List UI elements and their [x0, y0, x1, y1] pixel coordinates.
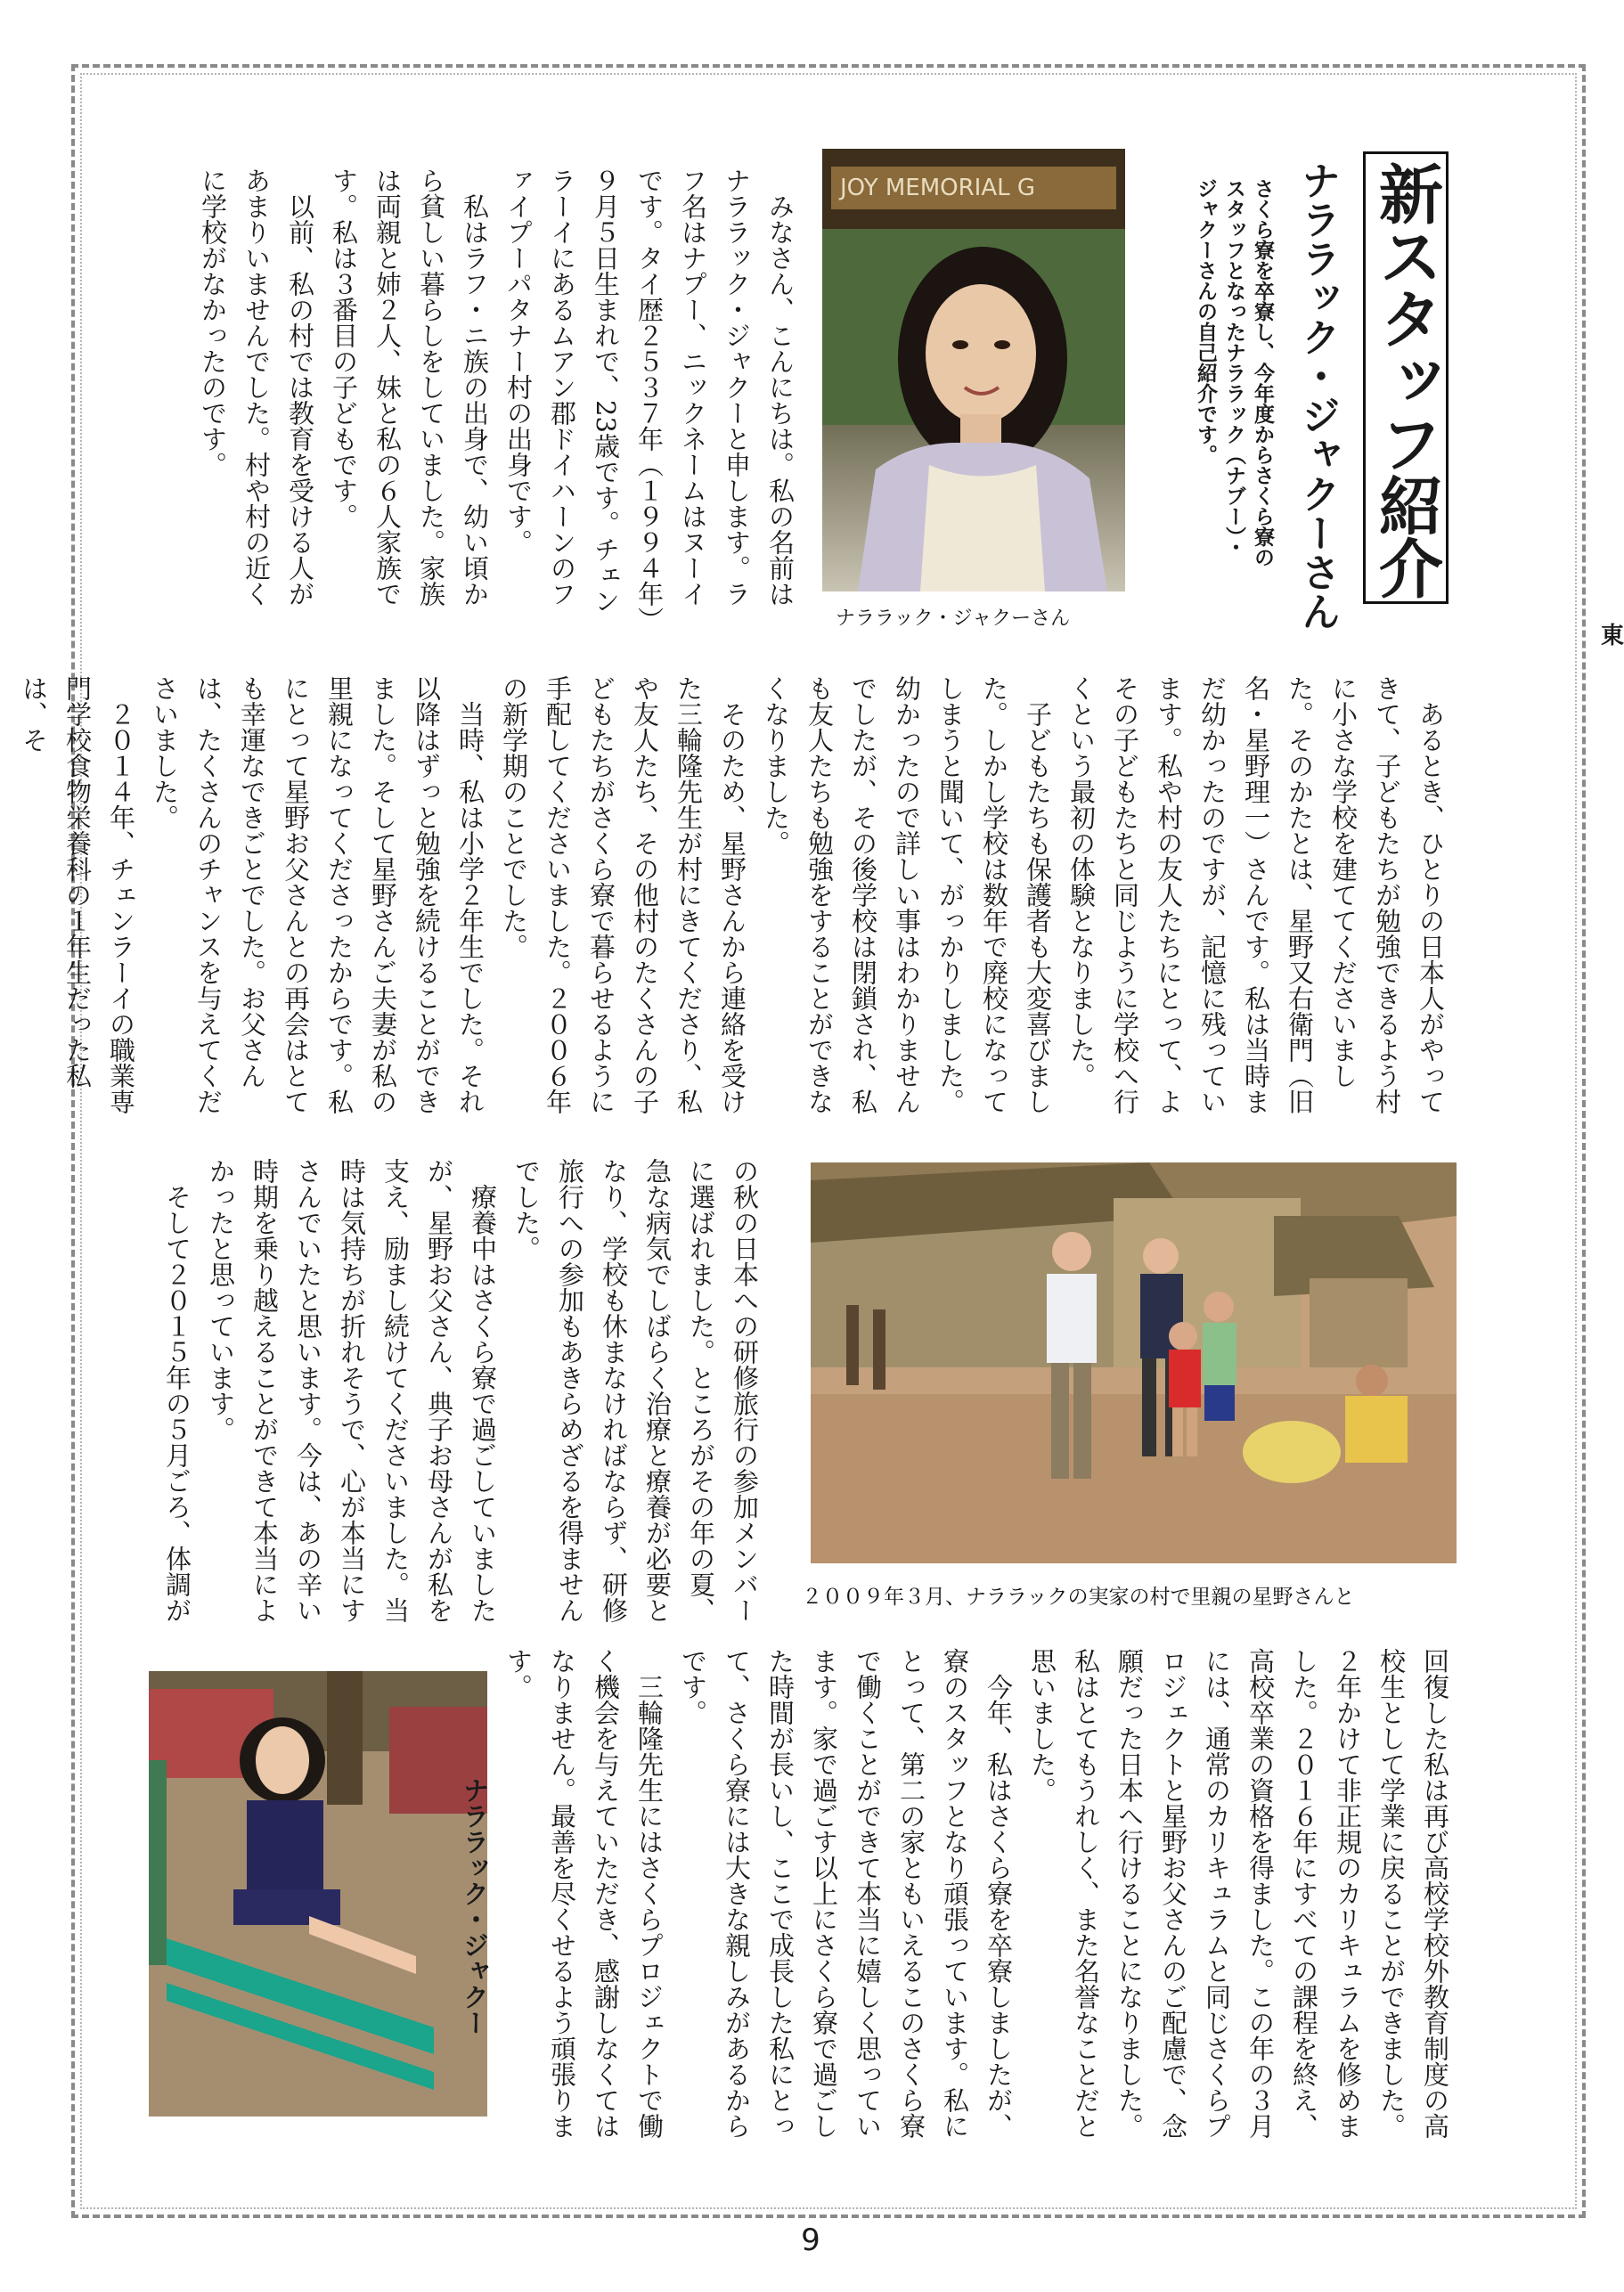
- edge-character: 東: [1601, 623, 1624, 649]
- portrait-photo: [822, 149, 1125, 591]
- text-column-1: [178, 167, 802, 631]
- sign-text: JOY MEMORIAL G: [840, 175, 1036, 201]
- text-column-3: [162, 1158, 766, 1639]
- portrait-caption: ナララック・ジャクーさん: [836, 608, 1071, 630]
- village-illustration: [811, 1162, 1457, 1563]
- paragraph: ２０１４年、チェンラーイの職業専門学校食物栄養科の１年生だった私は、そ: [19, 675, 136, 1114]
- paragraph: 三輪隆先生にはさくらプロジェクトで働く機会を与えていただき、感謝しなくてはなりません。最善を尽くせるよう頑張ります。: [503, 1648, 665, 2139]
- author-signature: ナララック・ジャクー: [460, 1777, 490, 2035]
- paragraph: そのため、星野さんから連絡を受けた三輪隆先生が村にきてくださり、私や友人たち、その他村のたくさんの子どもたちがさくら寮で暮らせるように手配してくださいました。２００６年の新学期のことでした。: [499, 675, 747, 1114]
- staff-photo: [149, 1671, 487, 2117]
- paragraph: そして２０１５年の５月ごろ、体調が: [162, 1184, 192, 1623]
- paragraph: の秋の日本への研修旅行の参加メンバーに選ばれました。ところがその年の夏、急な病気でしばらく治療と療養が必要となり、学校も休まなければならず、研修旅行への参加もあきらめざるを得ませんでした。: [511, 1158, 760, 1623]
- paragraph: あるとき、ひとりの日本人がやってきて、子どもたちが勉強できるよう村に小さな学校を建ててくださいました。そのかたとは、星野又右衛門（旧名・星野理一）さんです。私は当時まだ幼かったのですが、記憶に残っています。私や村の友人たちにとって、よその子どもたちと同じように学校へ行くという最初の体験となりました。: [1066, 675, 1446, 1114]
- paragraph: 私はラフ・ニ族の出身で、幼い頃から貧しい暮らしをしていました。家族は両親と姉２人、妹と私の６人家族です。私は３番目の子どもです。: [329, 167, 490, 607]
- village-caption: ２００９年３月、ナララックの実家の村で里親の星野さんと: [802, 1586, 1355, 1609]
- village-photo: [811, 1162, 1457, 1563]
- paragraph: 子どもたちも保護者も大変喜びました。しかし学校は数年で廃校になってしまうと聞いて、がっかりしました。幼かったので詳しい事はわかりませんでしたが、その後学校は閉鎖され、私も友人たちも勉強をすることができなくなりました。: [761, 675, 1053, 1114]
- portrait-illustration: [822, 149, 1125, 591]
- article-subtitle: ナララック・ジャクーさん: [1294, 160, 1340, 631]
- paragraph: 回復した私は再び高校学校外教育制度の高校生として学業に戻ることができました。２年かけて非正規のカリキュラムを修めました。２０１６年にすべての課程を終え、高校卒業の資格を得ました。この年の３月には、通常のカリキュラムと同じさくらプロジェクトと星野お父さんのご配慮で、念願だった日本へ行けることになりました。私はとてもうれしく、また名誉なことだと思いました。: [1027, 1648, 1450, 2139]
- page-title: 新スタッフ紹介: [1368, 161, 1443, 598]
- paragraph: 当時、私は小学２年生でした。それ以降はずっと勉強を続けることができました。そして星野さんご夫妻が私の里親になってくださったからです。私にとって星野お父さんとの再会はとても幸運なできごとでした。お父さんは、たくさんのチャンスを与えてくださいました。: [150, 675, 486, 1114]
- text-column-2: [19, 675, 1452, 1138]
- article-lead: さくら寮を卒寮し、今年度からさくら寮のスタッフとなったナララック（ナブー）・ジャクーさんの自己紹介です。: [1194, 178, 1274, 567]
- paragraph: 以前、私の村では教育を受ける人があまりいませんでした。村や村の近くに学校がなかったのです。: [198, 167, 315, 607]
- paragraph: 今年、私はさくら寮を卒寮しましたが、寮のスタッフとなり頑張っています。私にとって、第二の家ともいえるこのさくら寮で働くことができて本当に嬉しく思っています。家で過ごす以上にさくら寮で過ごした時間が長いし、ここで成長した私にとって、さくら寮には大きな親しみがあるからです。: [678, 1648, 1014, 2139]
- text-column-4: [460, 1648, 1457, 2147]
- paragraph: 療養中はさくら寮で過ごしていましたが、星野お父さん、典子お母さんが私を支え、励まし続けてくださいました。当時は気持ちが折れそうで、心が本当にすさんでいたと思います。今は、あの辛い時期を乗り越えることができて本当によかったと思っています。: [206, 1158, 498, 1623]
- paragraph: みなさん、こんにちは。私の名前はナララック・ジャクーと申します。ラフ名はナプー、ニックネームはヌーイです。タイ歴２５３７年（１９９４年）９月５日生まれで、23歳です。チェンラーイにあるムアン郡ドイハーンのファイプーパタナー村の出身です。: [503, 167, 796, 620]
- page-number: 9: [801, 2223, 820, 2258]
- title-box: [1363, 151, 1449, 604]
- staff-illustration: [149, 1671, 487, 2117]
